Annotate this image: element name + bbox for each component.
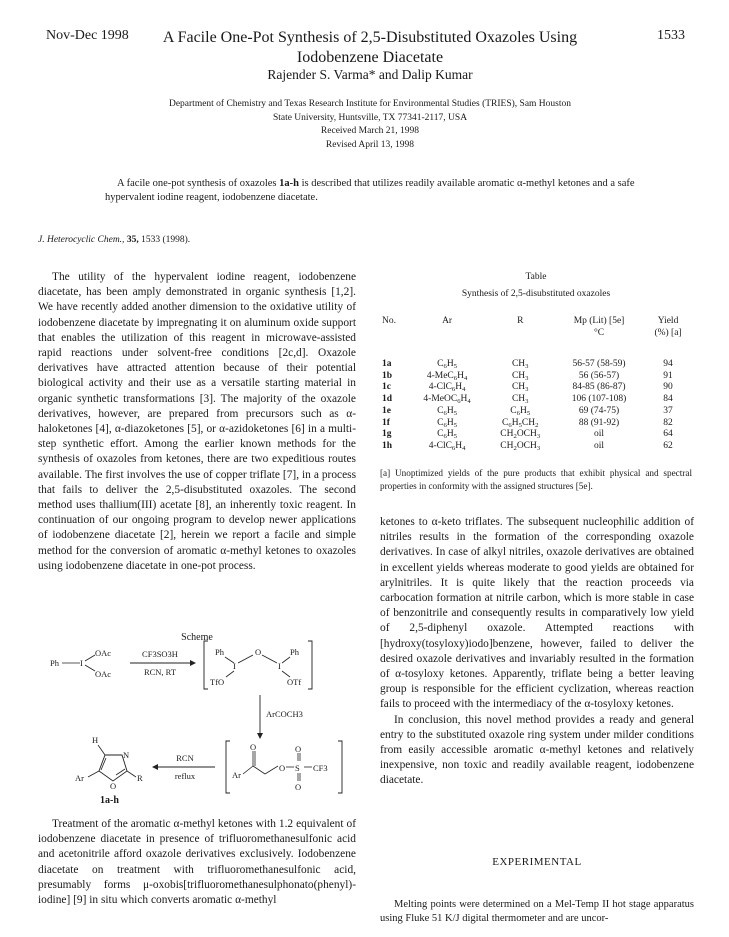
product-label: 1a-h: [100, 795, 119, 806]
cell-r: $CH_3$: [511, 370, 529, 382]
citation: [38, 235, 190, 245]
title-line-1: A Facile One-Pot Synthesis of 2,5-Disubstituted Oxazoles Using: [162, 29, 578, 46]
table-row: [380, 418, 692, 430]
table-header-row: [380, 315, 692, 339]
sulfonyl-o-top: O: [295, 744, 302, 754]
cell-mp: 88 (91-92): [578, 417, 620, 428]
table-row: [380, 359, 692, 371]
tfo-label: TfO: [210, 677, 225, 687]
cell-no: 1e: [382, 405, 391, 416]
scheme-title: Scheme: [181, 632, 213, 643]
ar-keto-label: Ar: [232, 770, 241, 780]
cell-ar: $4-ClC_6H_4$: [428, 382, 466, 394]
citation-pages: 1533 (1998).: [141, 235, 191, 245]
table-row: [380, 371, 692, 383]
cell-no: 1c: [382, 382, 391, 393]
cell-mp: 69 (74-75): [578, 405, 620, 416]
cell-mp: oil: [594, 440, 605, 451]
arrow-2: [257, 695, 303, 739]
cell-ar: $C_6H_5$: [437, 405, 458, 417]
cell-r: $C_6H_5CH_2$: [502, 417, 539, 429]
oac-top-label: OAc: [95, 648, 112, 658]
left-column-continued: [38, 817, 356, 908]
i-right-label: I: [278, 661, 281, 671]
experimental-text: Melting points were determined on a Mel-Temp II hot stage apparatus using Fluke 51 K/J digital thermometer and are uncor-: [380, 899, 694, 924]
affiliation-line-2: State University, Huntsville, TX 77341-2117, USA: [272, 112, 468, 123]
abstract: [105, 177, 635, 205]
cell-r: $CH_3$: [511, 359, 529, 370]
oxazole-r-label: R: [137, 773, 143, 783]
sulfonyl-o-bottom: O: [295, 782, 302, 792]
paragraph-conclusion: In conclusion, this novel method provides a ready and general entry to the substituted oxazole ring system under milder conditions from easily accessible aromatic α-methyl ketones and relatively inexpensive, non toxic and readily available reagent, iodobenzene diacetate.: [380, 713, 694, 787]
otf-label: OTf: [287, 677, 302, 687]
cell-ar: $4-MeC_6H_4$: [426, 370, 468, 382]
ph-right-label: Ph: [290, 647, 299, 657]
reagent-1-top: CF3SO3H: [142, 649, 178, 659]
left-column: [38, 270, 356, 574]
cell-no: 1g: [382, 429, 392, 440]
experimental-heading: EXPERIMENTAL: [492, 856, 582, 868]
page-number: 1533: [657, 28, 685, 43]
oxazole-ar-label: Ar: [75, 773, 84, 783]
oxazole-o-label: O: [110, 781, 117, 791]
cf3-label: CF3: [313, 763, 328, 773]
cell-no: 1f: [382, 417, 390, 428]
table-row: [380, 429, 692, 441]
cell-ar: $C_6H_5$: [437, 359, 458, 370]
issue-date: Nov-Dec 1998: [46, 28, 129, 43]
abstract-compound: 1a-h: [279, 178, 299, 189]
paragraph-mechanism: ketones to α-keto triflates. The subsequent nucleophilic addition of nitriles results in the formation of the corresponding oxazole derivatives. In case of alkyl nitriles, oxazole derivatives are obtained in excellent yields whereas moderate to good yields are obtained for arylnitriles. It is quite likely that the reaction proceeds via carbocation formation at nitrile carbon, which is more stable in case of benzonitrile and consequently results in comparatively low yield of 2,5-diphenyl oxazole. Attempted reactions with [hydroxy(tosyloxy)iodo]benzene, however, failed to deliver the desired oxazole derivatives and invariably resulted in the formation of α-tosyloxy ketones. Apparently, triflate being a better leaving group is responsible for the efficient cyclization, whereas reaction fails to proceed with the intermediacy of the α-tosyloxy ketones.: [380, 516, 694, 711]
table-footnote: [a] Unoptimized yields of the pure products that exhibit physical and spectral properties in conformity with the assigned structures [5e].: [380, 467, 692, 492]
cell-r: $CH_2OCH_3$: [500, 440, 541, 452]
paragraph-introduction: The utility of the hypervalent iodine reagent, iodobenzene diacetate, has been amply demonstrated in organic synthesis [1,2]. We have recently added another dimension to the oxidative utility of iodobenzene diacetate by impregnating it on aluminum oxide support that enables the utilization of this reagent in microwave-assisted rapid reactions under solvent-free conditions [2c,d]. Oxazole derivatives have attracted attention because of their potential biological activity and their use as a versatile starting material in organic synthetic transformations [3]. The majority of the oxazole derivatives, however, are prepared from precursors such as α-haloketones [4], α-diazoketones [5], or α-azidoketones [6] in a multi-step synthetic effort. Among the earlier known methods for the synthesis of oxazoles from ketones, there are two expeditious routes available. The first involves the use of copper triflate [7], in a process that fails to deliver the 2,5-disubstituted oxazoles. The second method uses thallium(III) acetate [8], an inherently toxic reagent. In continuation of our ongoing program to develop newer applications of iodobenzene diacetate [2], herein we report a facile and simple method for the conversion of aromatic α-methyl ketones to oxazoles using iodobenzene diacetate in one-pot process.: [38, 271, 356, 572]
article-title: [130, 28, 610, 68]
cell-no: 1d: [382, 394, 393, 405]
header-yield: Yield (%) [a]: [654, 316, 682, 338]
arrow-1: [130, 649, 196, 677]
cell-ar: $C_6H_5$: [437, 417, 458, 429]
cell-mp: 84-85 (86-87): [572, 382, 626, 393]
table-subtitle: Synthesis of 2,5-disubstituted oxazoles: [461, 289, 611, 299]
cell-yield: 90: [663, 382, 673, 393]
header-mp: Mp (Lit) [5e] °C: [573, 316, 625, 338]
i-left-label: I: [233, 661, 236, 671]
cell-ar: $4-ClC_6H_4$: [428, 440, 466, 452]
cell-r: $CH_3$: [511, 394, 529, 406]
sulfur-label: S: [295, 763, 300, 773]
table-caption: Table: [525, 272, 547, 282]
cell-yield: 82: [663, 417, 673, 428]
cell-r: $C_6H_5$: [510, 405, 531, 417]
citation-journal: J. Heterocyclic Chem.,: [38, 235, 125, 245]
cell-mp: 56 (56-57): [578, 370, 620, 381]
abstract-text-2: is described that utilizes readily available aromatic α-methyl ketones and a safe hypervalent iodine reagent, iodobenzene diacetate.: [105, 178, 635, 203]
cell-no: 1h: [382, 440, 393, 451]
keto-o-label: O: [250, 742, 257, 752]
oxazole-n-label: N: [123, 750, 130, 760]
cell-no: 1a: [382, 359, 392, 369]
cell-ar: $C_6H_5$: [437, 429, 458, 441]
table-row: [380, 441, 692, 453]
affiliation: [80, 98, 660, 152]
cell-yield: 84: [663, 394, 673, 405]
received-date: Received March 21, 1998: [320, 126, 420, 136]
right-column: [380, 515, 694, 789]
bridge-o-label: O: [255, 647, 262, 657]
oxazole-product-structure: [75, 735, 143, 791]
results-table: [380, 270, 692, 494]
table-row: [380, 394, 692, 406]
cell-yield: 37: [663, 405, 673, 416]
ester-o-label: O: [279, 763, 286, 773]
start-i-label: I: [80, 658, 83, 668]
reagent-3-bottom: reflux: [174, 771, 196, 781]
oxazole-h-label: H: [92, 735, 99, 745]
alpha-keto-triflate-structure: [226, 741, 342, 793]
cell-ar: $4-MeOC_6H_4$: [423, 394, 471, 406]
oac-bottom-label: OAc: [95, 669, 112, 679]
revised-date: Revised April 13, 1998: [325, 139, 415, 150]
start-ph-label: Ph: [50, 658, 59, 668]
table-body: [380, 359, 692, 453]
cell-mp: oil: [594, 429, 605, 440]
ph-left-label: Ph: [215, 647, 224, 657]
title-line-2: Iodobenzene Diacetate: [296, 49, 444, 66]
data-table: [380, 315, 692, 453]
cell-r: $CH_2OCH_3$: [500, 429, 541, 441]
reagent-3-top: RCN: [176, 753, 194, 763]
iodobenzene-diacetate-structure: [50, 648, 111, 679]
arrow-3: [152, 753, 215, 781]
citation-volume: 35,: [126, 235, 139, 245]
cell-yield: 94: [663, 359, 673, 369]
paragraph-treatment: Treatment of the aromatic α-methyl ketones with 1.2 equivalent of iodobenzene diacetate in presence of trifluoromethanesulfonic acid and acetonitrile afford oxazole derivatives exclusively. Iodobenzene diacetate on treatment with trifluoromethanesulfonic acid, presumably forms μ-oxobis[trifluoromethanesulphonato(phenyl)-iodine] [9] in situ which converts aromatic α-methyl: [38, 818, 356, 907]
authors: Rajender S. Varma* and Dalip Kumar: [267, 67, 473, 82]
reaction-scheme: [50, 633, 350, 798]
affiliation-line-1: Department of Chemistry and Texas Research Institute for Environmental Studies (TRIES), Sam Houston: [168, 99, 572, 109]
table-row: [380, 382, 692, 394]
table-row: [380, 406, 692, 418]
header-r: R: [517, 316, 524, 326]
header-no: No.: [382, 316, 396, 326]
cell-yield: 64: [663, 429, 673, 440]
reagent-1-bottom: RCN, RT: [143, 667, 177, 677]
cell-mp: 106 (107-108): [571, 394, 627, 405]
cell-r: $CH_3$: [511, 382, 529, 394]
reagent-2: ArCOCH3: [266, 709, 303, 719]
abstract-text-1: A facile one-pot synthesis of oxazoles: [117, 178, 280, 189]
cell-mp: 56-57 (58-59): [572, 359, 626, 369]
cell-yield: 91: [663, 370, 673, 381]
mu-oxo-bis-triflate-structure: [204, 641, 312, 689]
cell-no: 1b: [382, 370, 393, 381]
cell-yield: 62: [663, 440, 673, 451]
header-ar: Ar: [442, 316, 453, 326]
